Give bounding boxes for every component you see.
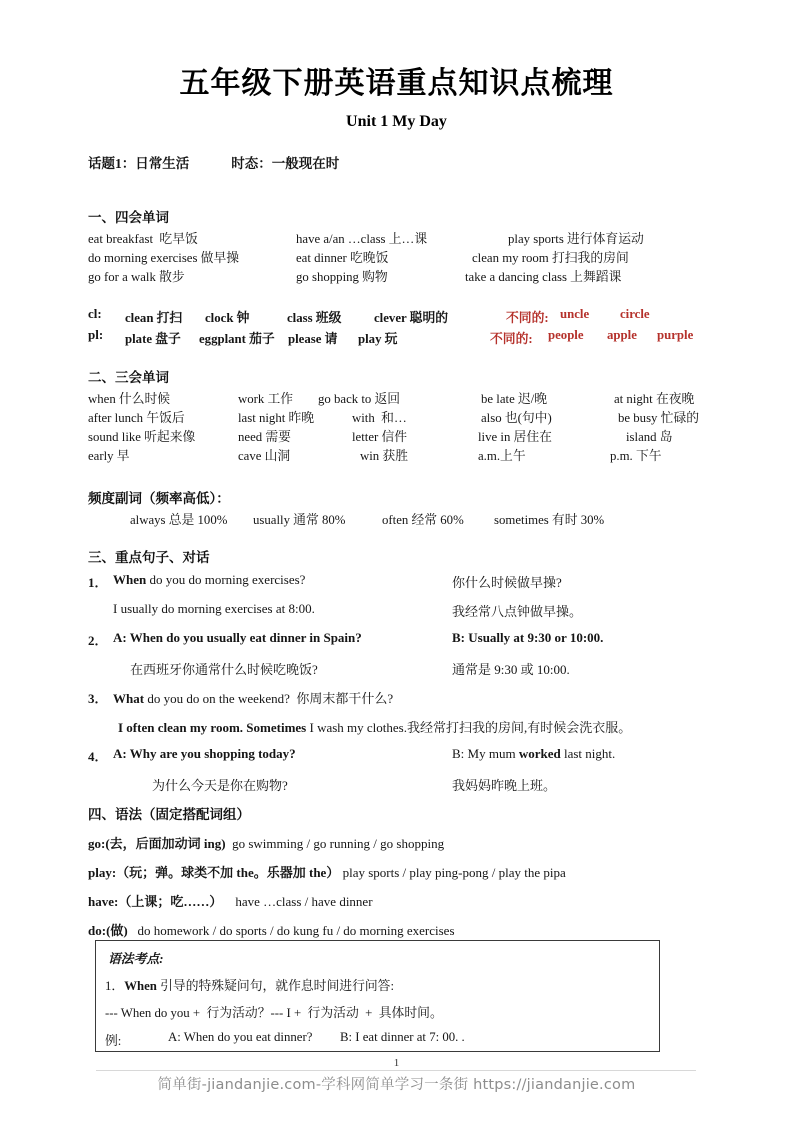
sentence-answer-english (118, 717, 631, 736)
phonics-word: clever 聪明的 (374, 311, 449, 325)
note-box-title: 语法考点: (108, 952, 164, 966)
note-box-example-a: A: When do you eat dinner? (168, 1030, 313, 1044)
word-cell: have a/an …class 上…课 (296, 232, 428, 246)
word-cell: take a dancing class 上舞蹈课 (465, 270, 622, 284)
sentence-number: 2． (88, 633, 108, 648)
grammar-note: （玩；弹。球类不加 the。乐器加 the） (116, 865, 340, 880)
grammar-key: go: (88, 836, 106, 851)
frequency-item: always 总是 100% (130, 513, 228, 527)
sentence-number: 3． (88, 691, 108, 706)
word-cell: with 和… (352, 411, 407, 425)
phonics-word: please 请 (288, 332, 338, 346)
frequency-heading: 频度副词（频率高低）： (88, 491, 230, 506)
phonics-exception-label: 不同的: (506, 311, 549, 325)
grammar-note: (做) (106, 923, 128, 938)
phonics-exception-label: 不同的: (490, 332, 533, 346)
note-number: 1． (105, 979, 125, 993)
sentence-answer-chinese: 我经常八点钟做早操。 (452, 604, 583, 619)
word-cell: clean my room 打扫我的房间 (472, 251, 629, 265)
section-heading-four-skills: 一、四会单词 (88, 210, 169, 225)
frequency-item: often 经常 60% (382, 513, 464, 527)
word-cell: go shopping 购物 (296, 270, 388, 284)
word-cell: at night 在夜晚 (614, 392, 695, 406)
page-title: 五年级下册英语重点知识点梳理 (179, 66, 614, 101)
sentence-keyword: What (113, 691, 145, 706)
phonics-label-cl: cl: (88, 306, 102, 321)
sentence-answer-english: I usually do morning exercises at 8:00. (113, 601, 315, 616)
section-heading-sentences: 三、重点句子、对话 (88, 550, 210, 565)
word-cell: letter 信件 (352, 430, 408, 444)
sentence-chinese: 你什么时候做早操? (452, 575, 562, 590)
sentence-number: 1． (88, 575, 108, 590)
word-cell: when 什么时候 (88, 392, 171, 406)
phonics-word: clock 钟 (205, 311, 250, 325)
footer-watermark: 简单街-jiandanjie.com-学科网简单学习一条街 https://jiandanjie.com (157, 1077, 636, 1093)
page-number: 1 (393, 1057, 400, 1069)
grammar-item (88, 920, 455, 939)
note-box-line-1 (105, 975, 394, 994)
section-heading-grammar: 四、语法（固定搭配词组） (88, 807, 250, 822)
grammar-item (88, 891, 373, 910)
word-cell: go for a walk 散步 (88, 270, 185, 284)
phonics-label-pl: pl: (88, 327, 104, 342)
footer-divider (96, 1070, 696, 1071)
sentence-number: 4． (88, 749, 108, 764)
word-cell: win 获胜 (360, 449, 408, 463)
word-cell: work 工作 (238, 392, 294, 406)
grammar-examples: go swimming / go running / go shopping (232, 836, 445, 851)
grammar-key: do: (88, 923, 107, 938)
note-text: 引导的特殊疑问句，就作息时间进行问答: (156, 979, 395, 993)
grammar-note: （上课；吃……） (118, 894, 223, 909)
grammar-examples: do homework / do sports / do kung fu / do morning exercises (137, 923, 455, 938)
section-heading-three-skills: 二、三会单词 (88, 370, 169, 385)
note-box-example-label: 例: (105, 1034, 122, 1048)
word-cell: play sports 进行体育运动 (508, 232, 644, 246)
phonics-word: class 班级 (287, 311, 342, 325)
phonics-word: play 玩 (358, 332, 398, 346)
word-cell: after lunch 午饭后 (88, 411, 185, 425)
phonics-exception: apple (607, 328, 637, 342)
sentence-english (113, 572, 305, 588)
word-cell: early 早 (88, 449, 130, 463)
sentence-reply-english: B: My mum worked last night. (452, 746, 616, 761)
sentence-answer-chinese: 在西班牙你通常什么时候吃晚饭? (130, 662, 318, 677)
word-cell: last night 昨晚 (238, 411, 315, 425)
phonics-word: clean 打扫 (125, 311, 183, 325)
sentence-text: do you do on the weekend? 你周末都干什么? (144, 691, 394, 706)
sentence-reply-chinese: 我妈妈昨晚上班。 (452, 778, 557, 793)
sentence-reply-chinese: 通常是 9:30 或 10:00. (452, 662, 570, 677)
sentence-keyword: When (113, 572, 147, 587)
topic-tense-line (88, 152, 339, 172)
note-box-example-b: B: I eat dinner at 7: 00. . (340, 1030, 465, 1044)
unit-title: Unit 1 My Day (346, 113, 447, 130)
grammar-key: have: (88, 894, 119, 909)
word-cell: do morning exercises 做早操 (88, 251, 240, 265)
frequency-item: sometimes 有时 30% (494, 513, 605, 527)
note-box-line-2: --- When do you + 行为活动？--- I + 行为活动 + 具体时间。 (105, 1006, 443, 1020)
grammar-examples: have …class / have dinner (235, 894, 373, 909)
phonics-word: eggplant 茄子 (199, 332, 275, 346)
sentence-answer-text: I wash my clothes.我经常打扫我的房间,有时候会洗衣服。 (306, 720, 632, 735)
phonics-exception: people (548, 328, 584, 342)
grammar-key: play: (88, 865, 117, 880)
sentence-reply-english: B: Usually at 9:30 or 10:00. (452, 630, 604, 645)
word-cell: island 岛 (626, 430, 673, 444)
grammar-item (88, 833, 444, 852)
word-cell: a.m.上午 (478, 449, 526, 463)
sentence-answer-chinese: 为什么今天是你在购物? (152, 778, 288, 793)
frequency-item: usually 通常 80% (253, 513, 346, 527)
word-cell: eat dinner 吃晚饭 (296, 251, 389, 265)
tense-label: 时态：一般现在时 (231, 156, 340, 171)
note-keyword: When (124, 979, 157, 993)
grammar-examples: play sports / play ping-pong / play the pipa (342, 865, 566, 880)
phonics-exception: circle (620, 307, 650, 321)
word-cell: go back to 返回 (318, 392, 401, 406)
word-cell: sound like 听起来像 (88, 430, 196, 444)
topic-label: 话题1：日常生活 (88, 156, 190, 171)
word-cell: also 也(句中) (481, 411, 552, 425)
grammar-item (88, 862, 566, 881)
word-cell: need 需要 (238, 430, 291, 444)
sentence-english: A: When do you usually eat dinner in Spain? (113, 630, 362, 645)
phonics-word: plate 盘子 (125, 332, 181, 346)
word-cell: be late 迟/晚 (481, 392, 548, 406)
sentence-text: do you do morning exercises? (146, 572, 306, 587)
grammar-note: (去，后面加动词 ing) (105, 836, 226, 851)
sentence-answer-keyword: I often clean my room. Sometimes (118, 720, 307, 735)
word-cell: be busy 忙碌的 (618, 411, 700, 425)
word-cell: p.m. 下午 (610, 449, 662, 463)
word-cell: eat breakfast 吃早饭 (88, 232, 198, 246)
phonics-exception: uncle (560, 307, 590, 321)
phonics-exception: purple (657, 328, 694, 342)
word-cell: cave 山洞 (238, 449, 291, 463)
sentence-english: A: Why are you shopping today? (113, 746, 296, 761)
sentence-english (113, 688, 393, 707)
word-cell: live in 居住在 (478, 430, 552, 444)
